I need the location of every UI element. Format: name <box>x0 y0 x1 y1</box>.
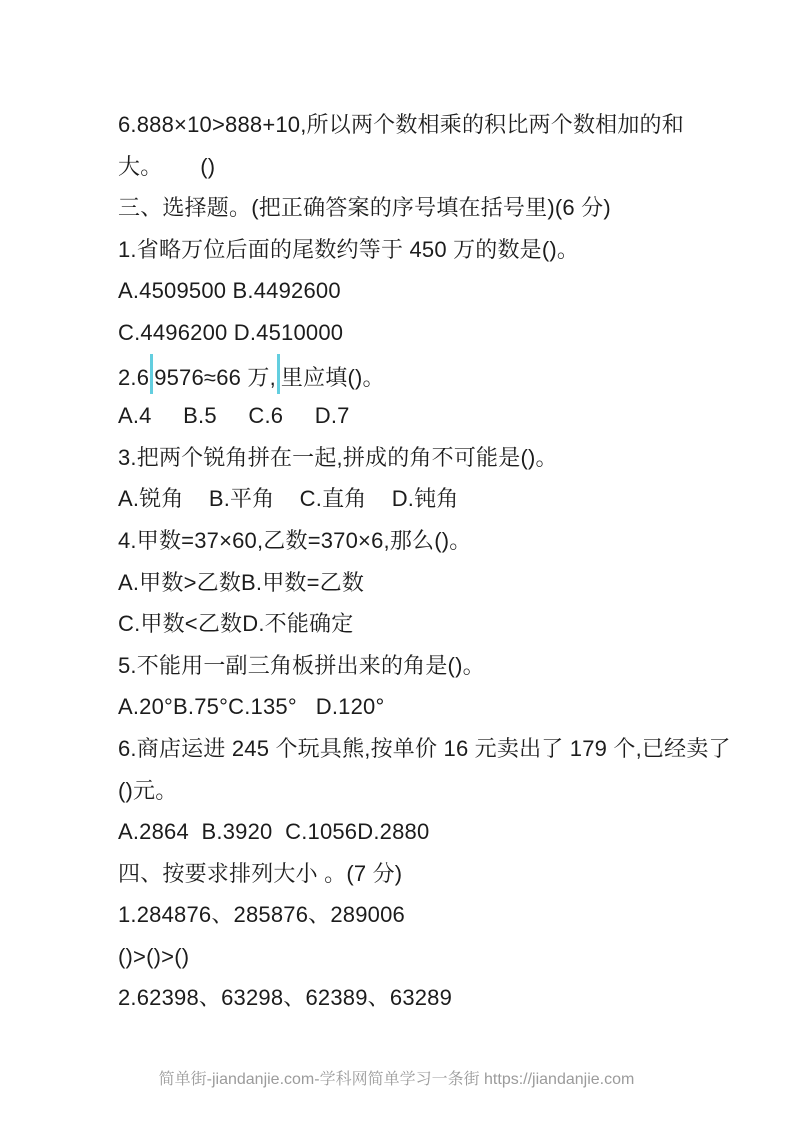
choice-q6-line-1: 6.商店运进 245 个玩具熊,按单价 16 元卖出了 179 个,已经卖了 <box>118 735 731 761</box>
choice-q3: 3.把两个锐角拼在一起,拼成的角不可能是()。 <box>118 444 558 470</box>
text-cursor-mark <box>277 354 280 394</box>
judge-q6-line-2: 大。 () <box>118 153 216 179</box>
choice-q4-options-ab: A.甲数>乙数B.甲数=乙数 <box>118 569 365 595</box>
section-heading-choice: 三、选择题。(把正确答案的序号填在括号里)(6 分) <box>118 195 611 221</box>
choice-q2-text-middle: 9576≈66 万, <box>154 364 276 390</box>
choice-q1-options-cd: C.4496200 D.4510000 <box>118 319 344 345</box>
choice-q3-options: A.锐角 B.平角 C.直角 D.钝角 <box>118 486 459 512</box>
choice-q6-line-2: ()元。 <box>118 777 178 803</box>
choice-q5-options: A.20°B.75°C.135° D.120° <box>118 694 385 720</box>
choice-q2-text-after-blank: 里应填()。 <box>280 364 385 390</box>
ordering-q2: 2.62398、63298、62389、63289 <box>118 985 453 1011</box>
choice-q2-text-before-blank: 2.6 <box>118 364 150 390</box>
choice-q4: 4.甲数=37×60,乙数=370×6,那么()。 <box>118 527 472 553</box>
ordering-q1: 1.284876、285876、289006 <box>118 902 405 928</box>
worksheet-body <box>118 104 790 1019</box>
choice-q2-options: A.4 B.5 C.6 D.7 <box>118 403 350 429</box>
choice-q4-options-cd: C.甲数<乙数D.不能确定 <box>118 611 354 637</box>
choice-q1: 1.省略万位后面的尾数约等于 450 万的数是()。 <box>118 236 580 262</box>
text-cursor-mark <box>150 354 153 394</box>
choice-q5: 5.不能用一副三角板拼出来的角是()。 <box>118 652 485 678</box>
section-heading-ordering: 四、按要求排列大小 。(7 分) <box>118 860 403 886</box>
choice-q6-options: A.2864 B.3920 C.1056D.2880 <box>118 819 430 845</box>
choice-q2 <box>118 354 790 396</box>
judge-q6-line-1: 6.888×10>888+10,所以两个数相乘的积比两个数相加的和 <box>118 112 684 137</box>
watermark-footer: 简单街-jiandanjie.com-学科网简单学习一条街 https://jiandanjie.com <box>158 1071 635 1088</box>
choice-q1-options-ab: A.4509500 B.4492600 <box>118 278 341 304</box>
ordering-q1-blanks: ()>()>() <box>118 943 190 969</box>
